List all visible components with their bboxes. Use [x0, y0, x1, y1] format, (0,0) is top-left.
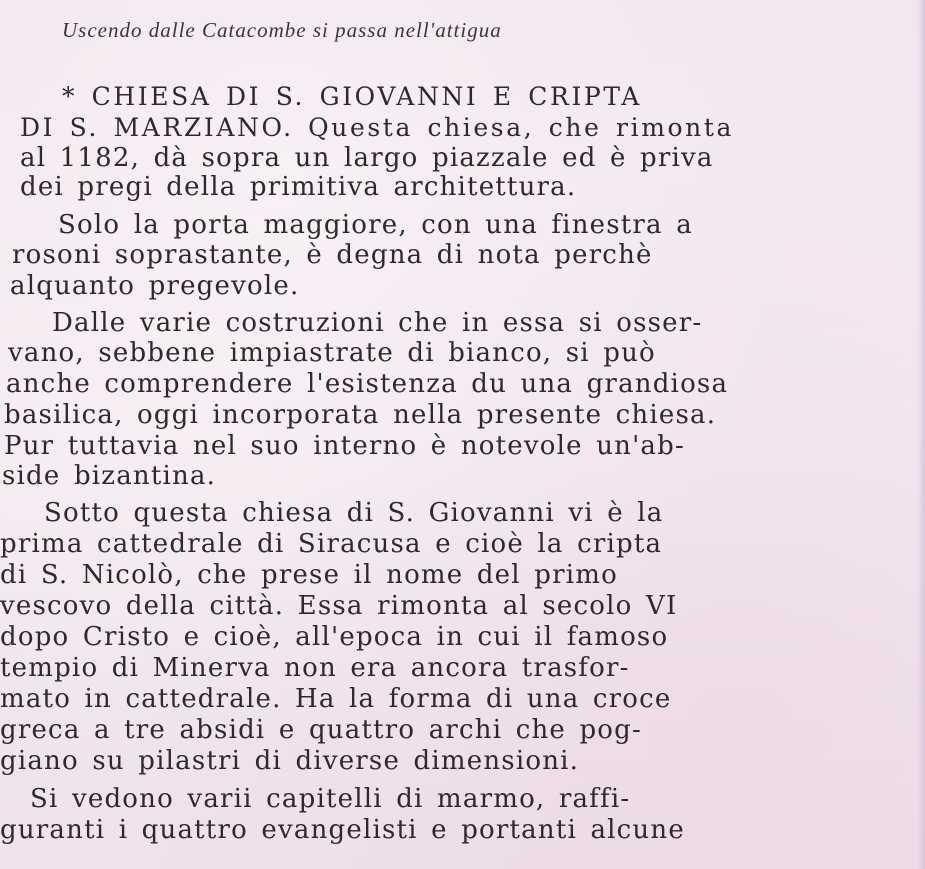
text-line: guranti i quattro evangelisti e portanti alcune: [0, 815, 685, 845]
text-line: al 1182, dà sopra un largo piazzale ed è priva: [20, 143, 714, 173]
text-line: Pur tuttavia nel suo interno è notevole un'ab-: [4, 431, 685, 461]
text-line: side bizantina.: [2, 461, 217, 491]
text-line: greca a tre absidi e quattro archi che pog-: [0, 715, 642, 745]
text-line: dopo Cristo e cioè, all'epoca in cui il famoso: [0, 622, 669, 652]
text-line: Si vedono varii capitelli di marmo, raffi-: [30, 784, 631, 814]
text-line: di S. Nicolò, che prese il nome del primo: [0, 560, 618, 590]
running-header: Uscendo dalle Catacombe si passa nell'attigua: [62, 18, 502, 42]
page-edge-shadow: [917, 0, 925, 869]
text-line: giano su pilastri di diverse dimensioni.: [0, 746, 580, 776]
text-line: tempio di Minerva non era ancora trasfor-: [0, 653, 630, 683]
text-line: Solo la porta maggiore, con una finestra a: [58, 210, 693, 240]
text-line: prima cattedrale di Siracusa e cioè la cripta: [0, 529, 663, 559]
text-line: vescovo della città. Essa rimonta al secolo VI: [0, 591, 678, 621]
text-line: Sotto questa chiesa di S. Giovanni vi è la: [44, 498, 664, 528]
text-line: rosoni soprastante, è degna di nota perchè: [12, 240, 653, 270]
text-line: vano, sebbene impiastrate di bianco, si può: [8, 338, 656, 368]
text-line: Dalle varie costruzioni che in essa si osser-: [52, 308, 703, 338]
text-line: anche comprendere l'esistenza du una grandiosa: [6, 369, 729, 399]
text-line: basilica, oggi incorporata nella presente chiesa.: [4, 400, 717, 430]
text-line: * CHIESA DI S. GIOVANNI E CRIPTA: [62, 82, 642, 111]
text-line: DI S. MARZIANO. Questa chiesa, che rimonta: [20, 113, 735, 142]
text-line: alquanto pregevole.: [10, 271, 300, 301]
text-line: dei pregi della primitiva architettura.: [20, 172, 577, 202]
text-line: mato in cattedrale. Ha la forma di una croce: [0, 684, 672, 714]
